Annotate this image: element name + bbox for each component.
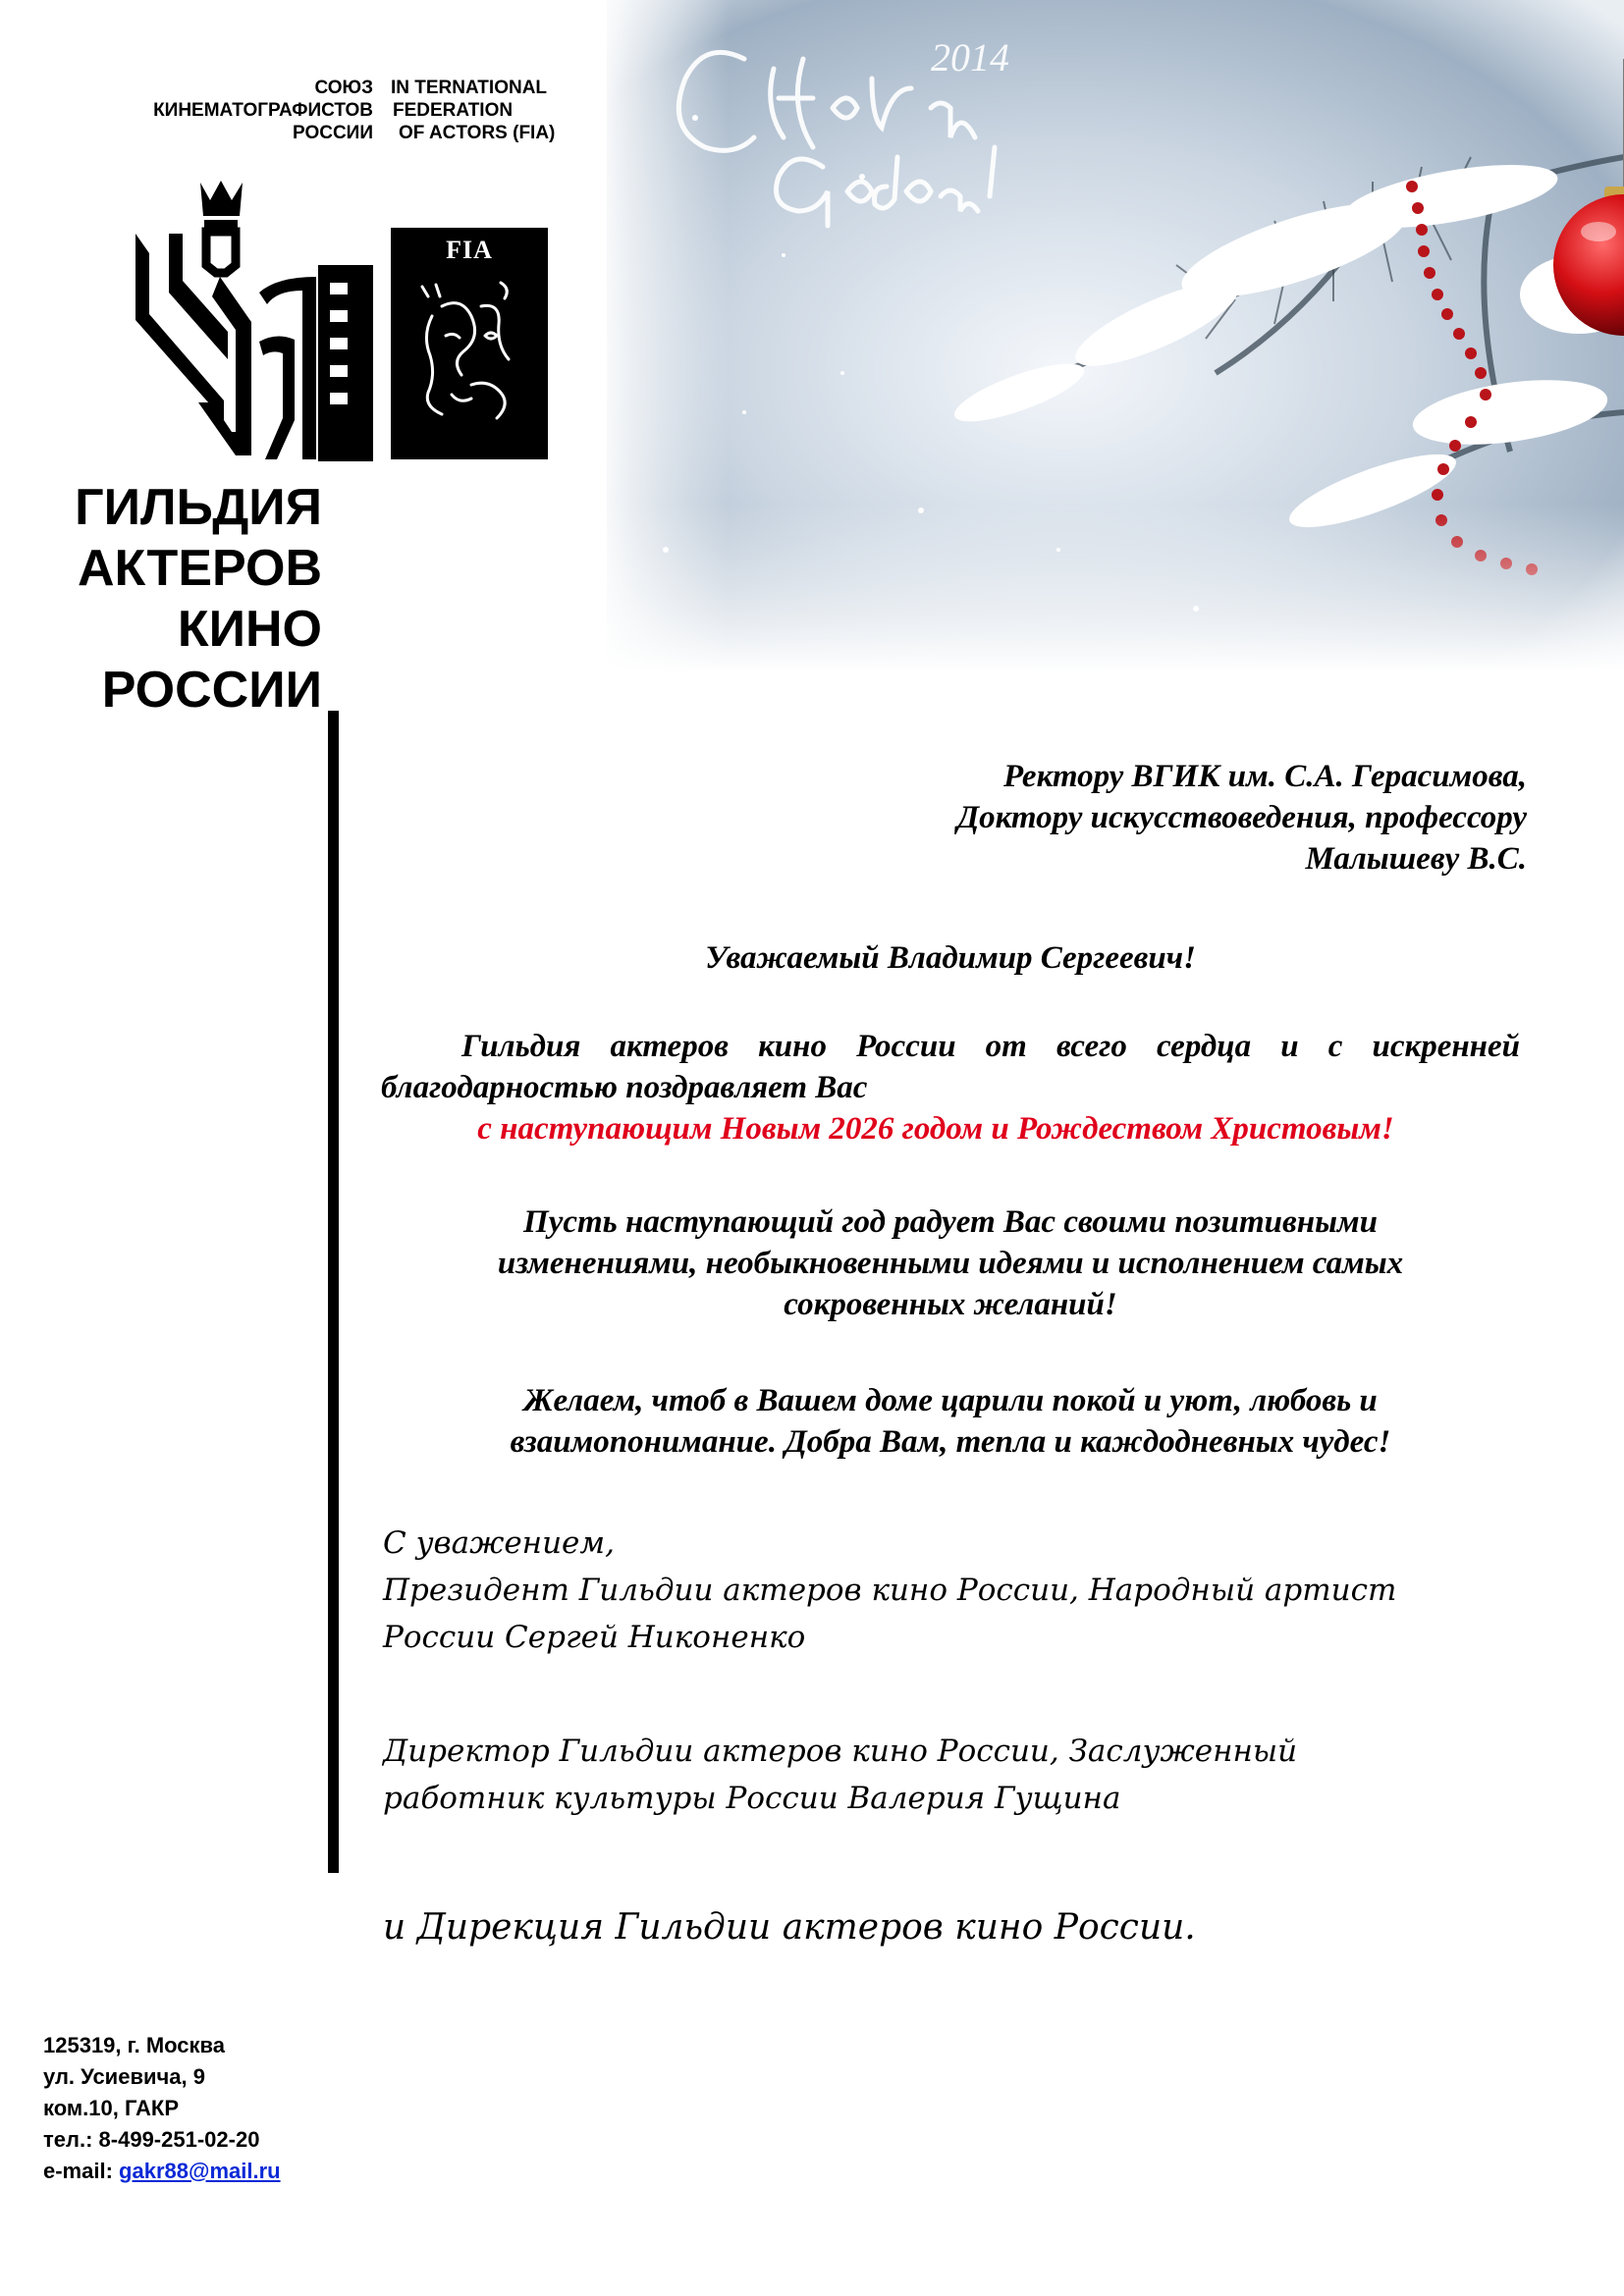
contact-address (43, 2030, 281, 2187)
union-name-ru (90, 77, 373, 144)
salutation: Уважаемый Владимир Сергеевич! (705, 940, 1196, 976)
signature-line: С уважением, (383, 1525, 615, 1561)
signature-president (383, 1520, 1522, 1661)
phone-line: тел.: 8-499-251-02-20 (43, 2127, 260, 2152)
signature-line: Президент Гильдии актеров кино России, Народный артист (383, 1573, 1397, 1608)
wish-line: изменениями, необыкновенными идеями и исполнением самых (497, 1246, 1404, 1281)
addressee-block (687, 756, 1527, 880)
congratulation-highlight: с наступающим Новым 2026 годом и Рождеством Христовым! (477, 1111, 1394, 1147)
addressee-line: Ректору ВГИК им. С.А. Герасимова, (1002, 759, 1527, 794)
new-year-greeting-image (607, 0, 1624, 671)
wish-paragraph-1 (381, 1201, 1520, 1325)
fia-logo (391, 228, 548, 459)
guild-name-line: ГИЛЬДИЯ (75, 479, 322, 536)
wish-line: Пусть наступающий год радует Вас своими позитивными (523, 1204, 1378, 1240)
signature-director (383, 1728, 1522, 1822)
vertical-divider (328, 711, 339, 1873)
email-line (43, 2156, 281, 2187)
federation-name-en-line: OF ACTORS (FIA) (399, 123, 556, 143)
email-label: e-mail: (43, 2159, 113, 2183)
congratulation-line: благодарностью поздравляет Вас (381, 1070, 868, 1105)
guild-name-line: АКТЕРОВ (77, 540, 322, 597)
congratulation-line: Гильдия актеров кино России от всего сердца и с искренней (461, 1029, 1520, 1064)
wish-line: сокровенных желаний! (784, 1287, 1117, 1322)
fia-logo-drawing (403, 277, 536, 434)
union-name-ru-line: СОЮЗ (314, 78, 373, 98)
addressee-line: Доктору искусствоведения, профессору (956, 800, 1527, 835)
addressee-line: Малышеву В.С. (1305, 841, 1527, 877)
congratulation-paragraph (381, 1026, 1520, 1149)
address-line: ком.10, ГАКР (43, 2096, 180, 2120)
signature-line: работник культуры России Валерия Гущина (383, 1781, 1121, 1816)
wish-line: взаимопонимание. Добра Вам, тепла и каждодневных чудес! (510, 1424, 1391, 1460)
email-link[interactable]: gakr88@mail.ru (119, 2159, 281, 2183)
union-name-ru-line: РОССИИ (293, 123, 373, 143)
federation-name-en-line: FEDERATION (393, 100, 514, 121)
closing-line: и Дирекция Гильдии актеров кино России. (383, 1907, 1196, 1948)
guild-name (39, 477, 322, 721)
federation-name-en (391, 77, 626, 144)
union-name-ru-line: КИНЕМАТОГРАФИСТОВ (153, 100, 373, 121)
wish-paragraph-2 (381, 1380, 1520, 1463)
guild-name-line: КИНО (177, 601, 322, 658)
signature-line: России Сергей Никоненко (383, 1620, 806, 1655)
guild-logo (130, 175, 375, 461)
signature-line: Директор Гильдии актеров кино России, Заслуженный (383, 1734, 1298, 1769)
address-line: ул. Усиевича, 9 (43, 2064, 205, 2089)
federation-name-en-line: IN TERNATIONAL (391, 78, 548, 98)
wish-line: Желаем, чтоб в Вашем доме царили покой и уют, любовь и (523, 1383, 1378, 1418)
address-line: 125319, г. Москва (43, 2033, 226, 2057)
fia-logo-text: FIA (446, 236, 493, 264)
guild-name-line: РОССИИ (101, 662, 322, 719)
